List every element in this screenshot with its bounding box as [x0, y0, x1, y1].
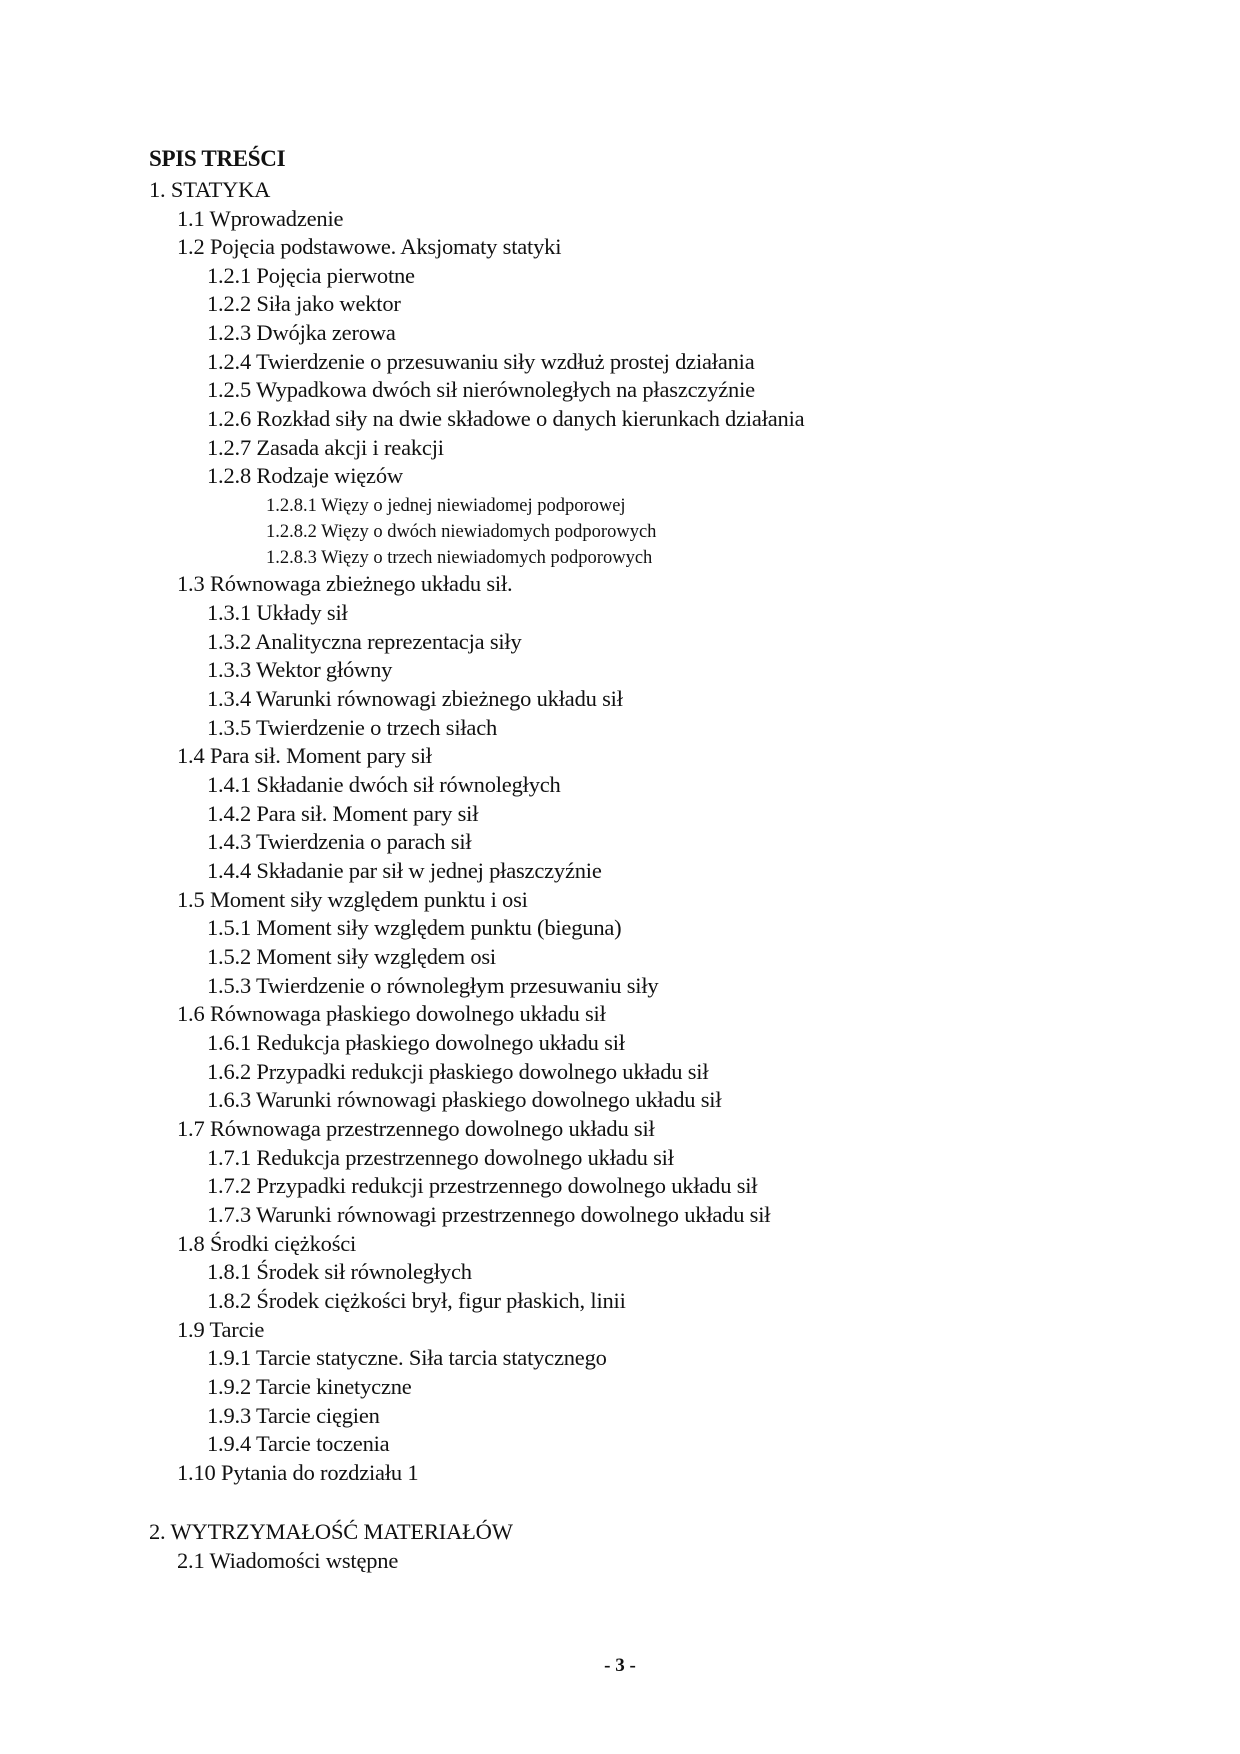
- toc-entry-level-2: 1.2.3 Dwójka zerowa: [207, 320, 396, 345]
- toc-entry-level-2: 1.2.7 Zasada akcji i reakcji: [207, 435, 444, 460]
- toc-entry-level-2: 1.4.4 Składanie par sił w jednej płaszczyźnie: [207, 858, 602, 883]
- toc-entry-level-1: 1.10 Pytania do rozdziału 1: [177, 1460, 419, 1485]
- toc-entry-level-1: 1.4 Para sił. Moment pary sił: [177, 743, 432, 768]
- toc-entry-level-2: 1.2.4 Twierdzenie o przesuwaniu siły wzdłuż prostej działania: [207, 349, 755, 374]
- toc-entry-level-0: 2. WYTRZYMAŁOŚĆ MATERIAŁÓW: [149, 1519, 513, 1544]
- toc-entry-level-2: 1.3.2 Analityczna reprezentacja siły: [207, 629, 522, 654]
- toc-entry-level-2: 1.5.2 Moment siły względem osi: [207, 944, 496, 969]
- toc-entry-level-2: 1.4.2 Para sił. Moment pary sił: [207, 801, 479, 826]
- toc-entry-level-2: 1.2.1 Pojęcia pierwotne: [207, 263, 415, 288]
- toc-entry-level-3: 1.2.8.1 Więzy o jednej niewiadomej podporowej: [266, 496, 626, 516]
- toc-entry-level-2: 1.6.2 Przypadki redukcji płaskiego dowolnego układu sił: [207, 1059, 709, 1084]
- toc-entry-level-2: 1.3.1 Układy sił: [207, 600, 348, 625]
- toc-entry-level-2: 1.2.2 Siła jako wektor: [207, 291, 401, 316]
- toc-entry-level-2: 1.8.2 Środek ciężkości brył, figur płaskich, linii: [207, 1288, 626, 1313]
- toc-entry-level-2: 1.9.1 Tarcie statyczne. Siła tarcia statycznego: [207, 1345, 607, 1370]
- toc-entry-level-1: 1.1 Wprowadzenie: [177, 206, 344, 231]
- toc-entry-level-2: 1.9.4 Tarcie toczenia: [207, 1431, 390, 1456]
- toc-entry-level-2: 1.4.3 Twierdzenia o parach sił: [207, 829, 472, 854]
- toc-entry-level-2: 1.3.3 Wektor główny: [207, 657, 393, 682]
- page-number: - 3 -: [604, 1655, 636, 1676]
- toc-entry-level-1: 2.1 Wiadomości wstępne: [177, 1548, 399, 1573]
- toc-entry-level-1: 1.7 Równowaga przestrzennego dowolnego układu sił: [177, 1116, 655, 1141]
- toc-entry-level-2: 1.4.1 Składanie dwóch sił równoległych: [207, 772, 561, 797]
- toc-entry-level-2: 1.7.3 Warunki równowagi przestrzennego dowolnego układu sił: [207, 1202, 771, 1227]
- toc-entry-level-3: 1.2.8.2 Więzy o dwóch niewiadomych podporowych: [266, 522, 657, 542]
- toc-heading: SPIS TREŚCI: [149, 146, 286, 171]
- toc-entry-level-0: 1. STATYKA: [149, 177, 271, 202]
- toc-entry-level-2: 1.6.1 Redukcja płaskiego dowolnego układu sił: [207, 1030, 625, 1055]
- toc-entry-level-2: 1.3.5 Twierdzenie o trzech siłach: [207, 715, 498, 740]
- toc-entry-level-2: 1.2.6 Rozkład siły na dwie składowe o danych kierunkach działania: [207, 406, 805, 431]
- toc-entry-level-2: 1.5.1 Moment siły względem punktu (bieguna): [207, 915, 622, 940]
- toc-entry-level-2: 1.2.8 Rodzaje więzów: [207, 463, 403, 488]
- toc-entry-level-1: 1.3 Równowaga zbieżnego układu sił.: [177, 571, 513, 596]
- toc-entry-level-1: 1.8 Środki ciężkości: [177, 1231, 357, 1256]
- toc-entry-level-1: 1.5 Moment siły względem punktu i osi: [177, 887, 528, 912]
- toc-entry-level-2: 1.5.3 Twierdzenie o równoległym przesuwaniu siły: [207, 973, 659, 998]
- toc-entry-level-2: 1.7.2 Przypadki redukcji przestrzennego dowolnego układu sił: [207, 1173, 758, 1198]
- toc-entry-level-3: 1.2.8.3 Więzy o trzech niewiadomych podporowych: [266, 548, 653, 568]
- toc-entry-level-1: 1.6 Równowaga płaskiego dowolnego układu sił: [177, 1001, 606, 1026]
- toc-entry-level-2: 1.2.5 Wypadkowa dwóch sił nierównoległych na płaszczyźnie: [207, 377, 755, 402]
- toc-entry-level-2: 1.3.4 Warunki równowagi zbieżnego układu sił: [207, 686, 623, 711]
- toc-entry-level-2: 1.7.1 Redukcja przestrzennego dowolnego układu sił: [207, 1145, 674, 1170]
- toc-entry-level-2: 1.8.1 Środek sił równoległych: [207, 1259, 472, 1284]
- toc-entry-level-1: 1.9 Tarcie: [177, 1317, 265, 1342]
- toc-entry-level-2: 1.9.2 Tarcie kinetyczne: [207, 1374, 412, 1399]
- toc-entry-level-2: 1.6.3 Warunki równowagi płaskiego dowolnego układu sił: [207, 1087, 722, 1112]
- toc-entry-level-1: 1.2 Pojęcia podstawowe. Aksjomaty statyki: [177, 234, 562, 259]
- toc-entry-level-2: 1.9.3 Tarcie cięgien: [207, 1403, 380, 1428]
